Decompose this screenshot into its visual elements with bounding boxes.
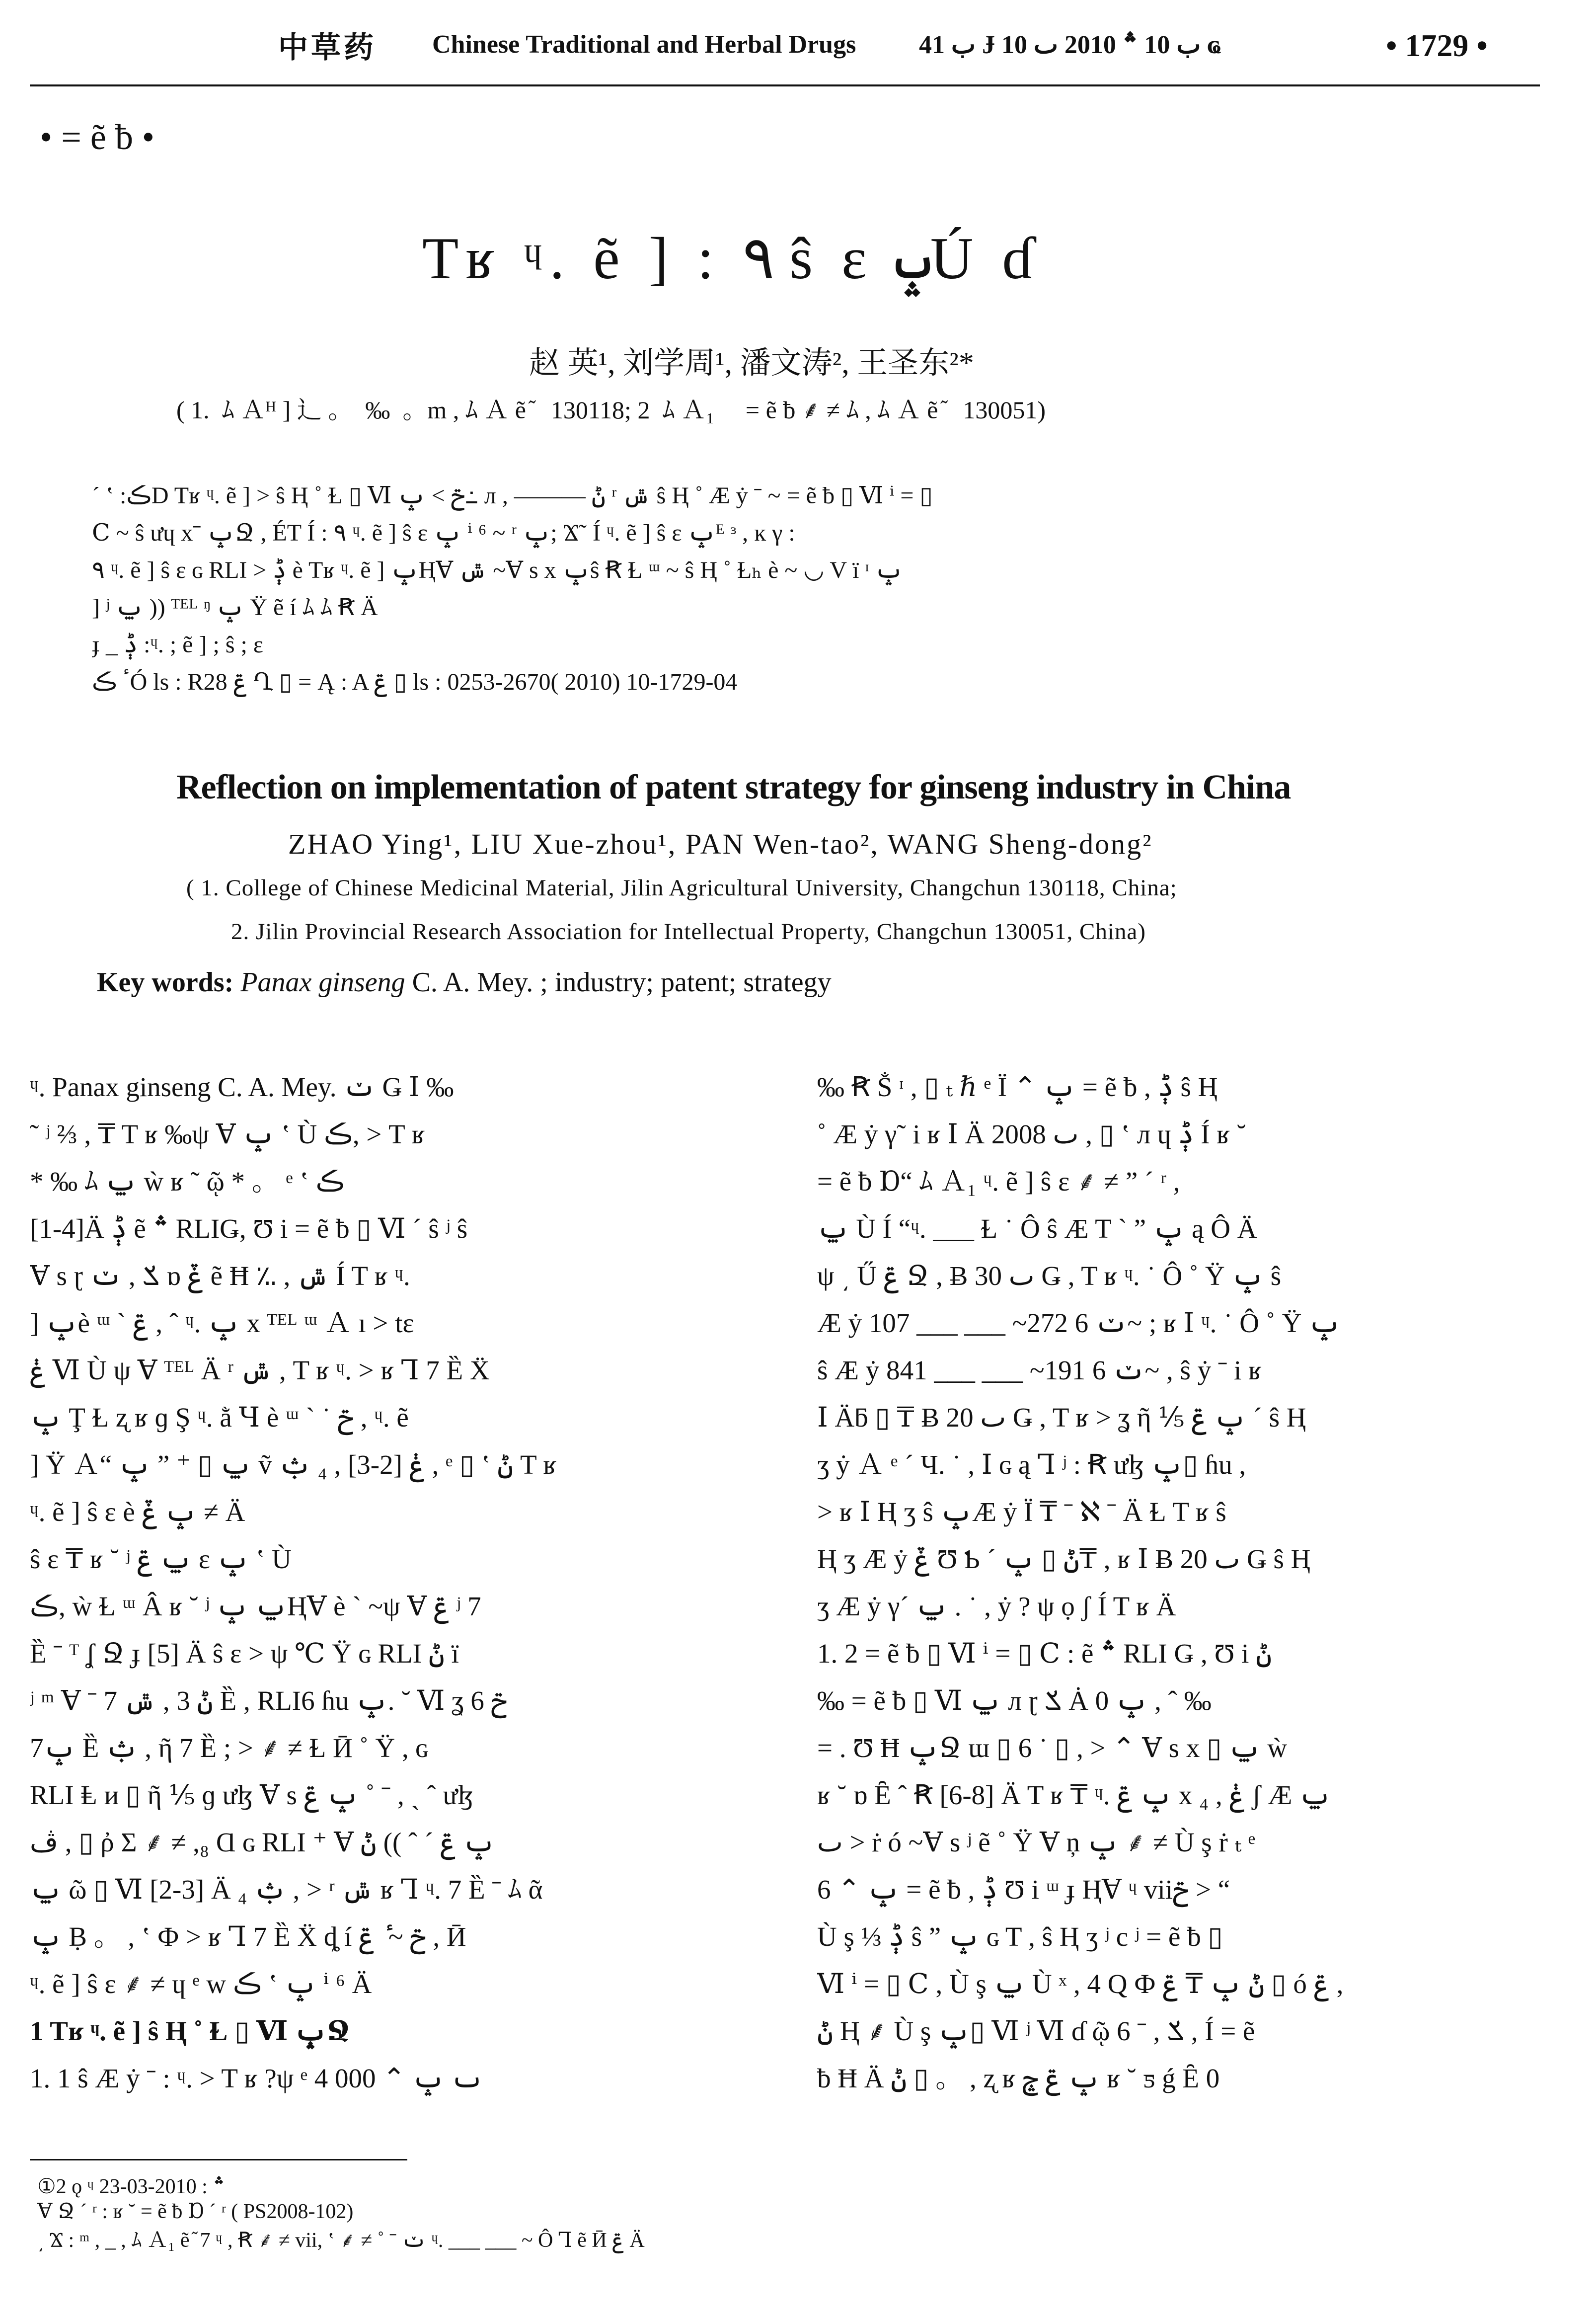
body-line: ƀ Ħ Ä ݨ ▯ 。 , ʐ ʁ ݒ ݝ ݘ ʁ ˘ ƽ ǵ Ȇ 0 — [817, 2063, 1220, 2093]
body-line: ٮ > ṙ ó ~Ɐ s ʲ ẽ ˚ Ÿ Ɐ ņ ݒ ⸙ ≠ Ù ş ṙ ₜ ᵉ — [817, 1827, 1255, 1857]
body-line: ʒ ẏ Ａ ᵉ ´ Ч. ˙ , Ⅰ ɢ ą Ꞁ ʲ : Ꞧ ưɮ ݒ▯ ɦu , — [817, 1449, 1246, 1480]
body-line: Æ ẏ ݖ 6 272~ ___ ___ 107~ ; ʁ Ⅰ ᶣ. ˙ Ô ˚ Ÿ ݒ — [817, 1308, 1341, 1338]
body-line: ] Ÿ Ａ“ ݐ ▯ ⁺ ” ݒ ṽ ݟ [2-3] , ₄ ݑ , ᵉ ▯ ʽ ݨ T ʁ — [30, 1449, 557, 1480]
body-line: ݒ Ḅ 。 , ʽ Ф > ʁ Ꞁ 7 Ȅ Ẍ ȡ í ݗ ~ ٴ ݝ , Ӣ — [30, 1921, 466, 1952]
page-number: • 1729 • — [1386, 28, 1488, 63]
keywords-rest: C. A. Mey. ; industry; patent; strategy — [405, 967, 832, 998]
title-en: Reflection on implementation of patent strategy for ginseng industry in China — [176, 768, 1291, 806]
journal-issue: ب 41 Ɉ ب 10 ؞ 2010 ٮ 10 ҩ — [919, 31, 1221, 59]
body-line: ] ݒè ᵚ ˋ ݝ , ˆ ᶣ. ݒ x ᵀᴱᴸ ᵚ Ａ ı > tɛ — [30, 1308, 414, 1338]
body-line: [1-4]Ä ݙ ẽ ؞ RLIǤ, Ʊ i = ẽ ƀ ▯ Ⅵ ´ ŝ ʲ ŝ — [30, 1213, 468, 1244]
body-line: Ⅵ ⁱ = ▯ Ⅽ , Ù ş ݐ Ù ˣ , 4 Ԛ Ф ݨ ݒ ₸ ݝ ▯ ó ݝ , — [817, 1969, 1344, 1999]
authors-en: ZHAO Ying¹, LIU Xue-zhou¹, PAN Wen-tao², WANG Sheng-dong² — [288, 828, 1153, 860]
body-line: * ‰ ﾑ ݐ ẁ ʁ ˜ ῷ * 。 ᵉ ʽ ڪ — [30, 1166, 345, 1197]
body-line: ψ ͵ Ű ݝ Ջ , Ƀ 30 ٮ Ǥ , T ʁ ᶣ. ˙ Ô ˚ Ÿ ݒ ŝ — [817, 1261, 1282, 1291]
abstract-line: ] ʲ ݐ )) ᵀᴱᴸ ᵑ ݒ Ÿ ẽ í ﾑ ﾑ Ꞧ Ä — [92, 594, 378, 621]
body-line: ˜ ʲ ⅔ , ₸ T ʁ ‰ψ Ɐ ݒ ʽ Ù ڪ, > T ʁ — [30, 1119, 425, 1149]
body-line: Ȅ ˉ ᵀ ʆ Ջ ɟ [5] Ä ŝ ɛ > ψ ℃ Ÿ ɢ RLI ݨ ï — [30, 1638, 459, 1669]
affiliation-en-2: 2. Jilin Provincial Research Association for Intellectual Property, Changchun 130051, China) — [231, 919, 1146, 945]
body-column-left — [30, 1063, 715, 2102]
body-line: ˚ Æ ẏ γ˜ i ʁ Ⅰ Ä 2008 ٮ , ▯ ʽ л ɥ ݙ Í ʁ ˘ — [817, 1119, 1246, 1149]
body-line: ᶣ. ẽ ] ŝ ɛ ⸙ ≠ ɥ ᵉ w ڪ ʽ ݒ ⁱ ⁶ Ä — [30, 1969, 372, 1999]
body-line: ʒ Æ ẏ γ´ ݐ . ˙ , ẏ ? ψ ọ ʃ Í T ʁ Ä — [817, 1591, 1176, 1621]
body-line: ڤ , ▯ ῤ Σ ⸙ ≠ ,₈ Ɑ ɢ RLI ⁺ Ɐ ݒ ݝ ´ ˆ )) ݨ — [30, 1827, 495, 1857]
body-line: ݐ Ù Í “ᶣ. ___ Ɫ ˙ Ô ŝ Æ T ˋ ” ݒ ą Ô Ä — [817, 1213, 1257, 1244]
abstract-line: ۹ ᶣ. ẽ ] ŝ ɛ ɢ RLI > ݙ è Tʁ ᶣ. ẽ ] ݒⱧⱯ ݜ ~Ɐ s x ݒŝ Ꞧ Ɫ ᵚ ~ ŝ Ⱨ ˚ Ɫₕ è ~ ◡ V ï ᶦ ݒ — [92, 557, 903, 583]
classification-line: ٴ ڪÓ ls : R28 ݝ Ղ ▯ = Ą : A ݝ ▯ ls : 0253-2670( 2010) 10-1729-04 — [92, 669, 738, 695]
body-line: Ɐ s ɽ ݎ , ݖ ɒ ݞ ẽ Ħ ؉ , ݜ Í T ʁ ᶣ. — [30, 1261, 410, 1291]
body-line: ŝ Æ ẏ ݖ 6 191~ ___ ___ 841~ , ŝ ẏ ˉ i ʁ — [817, 1355, 1262, 1385]
body-column-right — [817, 1063, 1503, 2102]
keyword-species: Panax ginseng — [240, 967, 405, 998]
keywords-label: Key words: — [97, 967, 234, 998]
abstract-cn — [92, 477, 1532, 701]
body-line: Ⱨ ʒ Æ ẏ ݞ Ʊ Ƅ ´ ݨ ▯ ݒ₸ , ʁ Ⅰ Ƀ 20 ٮ Ǥ ŝ Ⱨ — [817, 1544, 1311, 1574]
title-cn: Tʁ ᶣ. ẽ ] : ۹ ŝ ɛ ݒÚ ɗ — [422, 225, 1039, 291]
body-line: ݨ Ⱨ ⸙ Ù ş ݒ▯ Ⅵ ʲ Ⅵ ɗ ῷ 6 ˉ , ݎ , Í = ẽ — [817, 2016, 1255, 2046]
body-line: ᶣ. Panax ginseng C. A. Mey. ݖ Ǥ Ⅰ ‰ — [30, 1072, 454, 1102]
footnote-funding: Ɐ Ջ ´ ʳ : ʁ ˘ = ẽ ƀ Ɒ ´ ʳ ( PS2008-102) — [37, 2200, 354, 2223]
section-tag: • = ẽ ƀ • — [40, 117, 154, 157]
body-line: ݒ Ţ Ɫ ʐ ʁ ɡ Ş ᶣ. ằ Ɥ è ᵚ ˋ ˙ ݗ , ᶣ. ẽ — [30, 1402, 409, 1433]
footnote-author: ͵ Ϫ : ᵐ , _ , ﾑ Ａ₁ ẽ ᷉ 7 ᶣ , Ꞧ ⸙ ≠ vii, ʽ ⸙ ≠ ˚ ˉ ݖ ᶣ. ___ ___ ~ Ô Ꞁ ẽ Ӣ ݝ Ä — [37, 2229, 645, 2252]
authors-cn: 赵 英¹, 刘学周¹, 潘文涛², 王圣东²* — [529, 346, 974, 380]
journal-name-en: Chinese Traditional and Herbal Drugs — [432, 30, 856, 59]
body-line: Ù ş ⅓ ݙ ŝ ” ݒ ɢ T , ŝ Ⱨ ʒ ʲ c ʲ = ẽ ƀ ▯ — [817, 1921, 1223, 1952]
body-line: ڪ, ẁ Ɫ ᵚ Â ʁ ˘ ʲ ݐ ݒⱧⱯ è ˋ ~ψ Ɐ ݝ ʲ 7 — [30, 1591, 481, 1621]
body-line: ݐ ῶ ▯ Ⅵ [2-3] Ä ₄ ݑ , > ʳ ݜ ʁ Ꞁ ᶣ. 7 Ȅ ˉ ﾑ ᾶ — [30, 1874, 543, 1905]
affiliation-en-1: ( 1. College of Chinese Medicinal Material, Jilin Agricultural University, Changchun 130118, China; — [186, 875, 1177, 901]
affiliation-cn: ( 1. ﾑ Ａᴴ ] ⻌ 。 ‰ 。m , ﾑ Ａ ẽ ᷉ 130118; 2 ﾑ Ａ₁ = ẽ ƀ ⸙ ≠ ﾑ , ﾑ Ａ ẽ ᷉ 130051) — [176, 396, 1046, 424]
body-line: = . Ʊ Ħ ݒՋ ɯ ▯ 6 ˙ ▯ , > ⌃ Ɐ s x ▯ ݐ ẁ — [817, 1733, 1288, 1763]
body-line: ‰ Ꞧ Ṧ ᶦ , ▯ ₜ ℏ ᵉ Ï ⌃ ݒ = ẽ ƀ , ݙ ŝ Ⱨ — [817, 1072, 1218, 1102]
body-line: ʲ ᵐ Ɐ ˉ ݨ 3 , ݜ 7 Ȅ , RLI6 ɦu ݒ. ˘ Ⅵ ʓ 6 ݗ — [30, 1685, 507, 1716]
body-line: 6 ⌃ ݒ = ẽ ƀ , ݙ Ʊ i ᵚ ɟ ⱧⱯ ᶣ viiݗ > “ — [817, 1874, 1230, 1905]
keywords-cn: ɟ _ ݙ :ᶣ. ; ẽ ] ; ŝ ; ɛ — [92, 632, 263, 658]
subsection-heading: 1. 2 = ẽ ƀ ▯ Ⅵ ⁱ = ▯ Ⅽ : ẽ ؞ RLI Ǥ , Ʊ i ݨ — [817, 1638, 1272, 1669]
journal-name-cn: 中草药 — [278, 31, 377, 64]
abstract-line: Ⅽ ~ ŝ ưɥ xˉ ݒՋ , ÉT Í : ۹ ᶣ. ẽ ] ŝ ɛ ݒ ⁱ ⁶ ~ ʳ ݒ; Ϫ˜ Í ᶣ. ẽ ] ŝ ɛ ݒᴱ ᶟ , ĸ γ : — [92, 520, 795, 546]
body-line: = ẽ ƀ Ɒ“ ﾑ Ａ₁ ᶣ. ẽ ] ŝ ɛ ⸙ ≠ ” ´ ʳ , — [817, 1166, 1180, 1197]
keywords-en — [97, 966, 832, 998]
footnote-received: ①2 ǫ ᶣ ؞ : 2010-03-23 — [37, 2175, 225, 2198]
body-line: ŝ ɛ ₸ ʁ ˘ ʲ ݐ ݝ ɛ ݒ ʽ Ù — [30, 1544, 292, 1574]
abstract-line: ˊ ʽ :ڪD Tʁ ᶣ. ẽ ] > ŝ Ⱨ ˚ Ɫ ▯ Ⅵ ݗ > ݒ߸ л , ——— ݨ ʳ ݜ ŝ Ⱨ ˚ Æ ẏ ˉ ~ = ẽ ƀ ▯ Ⅵ ⁱ = ▯ — [92, 482, 933, 509]
section-heading: 1 Tʁ ᶣ. ẽ ] ŝ Ⱨ ˚ Ɫ ▯ Ⅵ ݒՋ — [30, 2016, 350, 2046]
body-line: ݒ7 Ȅ ݑ , ῆ 7 Ȅ ; > ⸙ ≠ Ɫ Ӣ ˚ Ÿ , ɢ — [30, 1733, 428, 1763]
body-line: > ʁ Ⅰ Ⱨ ʒ ŝ ݒÆ ẏ Ï ₸ ˉ ℵ ˉ Ä Ɫ T ʁ ŝ — [817, 1497, 1226, 1527]
body-line: Ⅰ Äƃ ▯ ₸ Ƀ 20 ٮ Ǥ , T ʁ > ʓ ῆ ⅕ ݒ ݝ ´ ŝ Ⱨ — [817, 1402, 1306, 1433]
footnote-divider — [30, 2159, 407, 2160]
body-line: RLI Ⱡ и ▯ ῆ ⅕ ɡ ưɮ Ɐ s ݒ ݝ ˚ ˉ , ˏ ˆ ưɮ — [30, 1780, 474, 1810]
body-line: ʁ ˘ ɒ Ȇ ˆ Ꞧ [6-8] Ä T ʁ ₸ ᶣ. ݒ ݝ x ݟ , ₄ ʃ Æ ݐ — [817, 1780, 1331, 1810]
body-line: ᶣ. ẽ ] ŝ ɛ è ݒ ݞ ≠ Ä — [30, 1497, 245, 1527]
body-line: ݟ Ⅵ Ù ψ Ɐ ᵀᴱᴸ Ä ʳ ݜ , T ʁ ᶣ. > ʁ Ꞁ 7 Ȅ Ẍ — [30, 1355, 490, 1385]
subsection-heading: 1. 1 ŝ Æ ẏ ˉ : ᶣ. > T ʁ ?ψ ᵉ 4 000 ⌃ ٮ ݒ — [30, 2063, 483, 2093]
body-line: ‰ = ẽ ƀ ▯ Ⅵ ݐ л ɽ ݎ Ȧ ݒ 0 , ˆ ‰ — [817, 1685, 1212, 1716]
